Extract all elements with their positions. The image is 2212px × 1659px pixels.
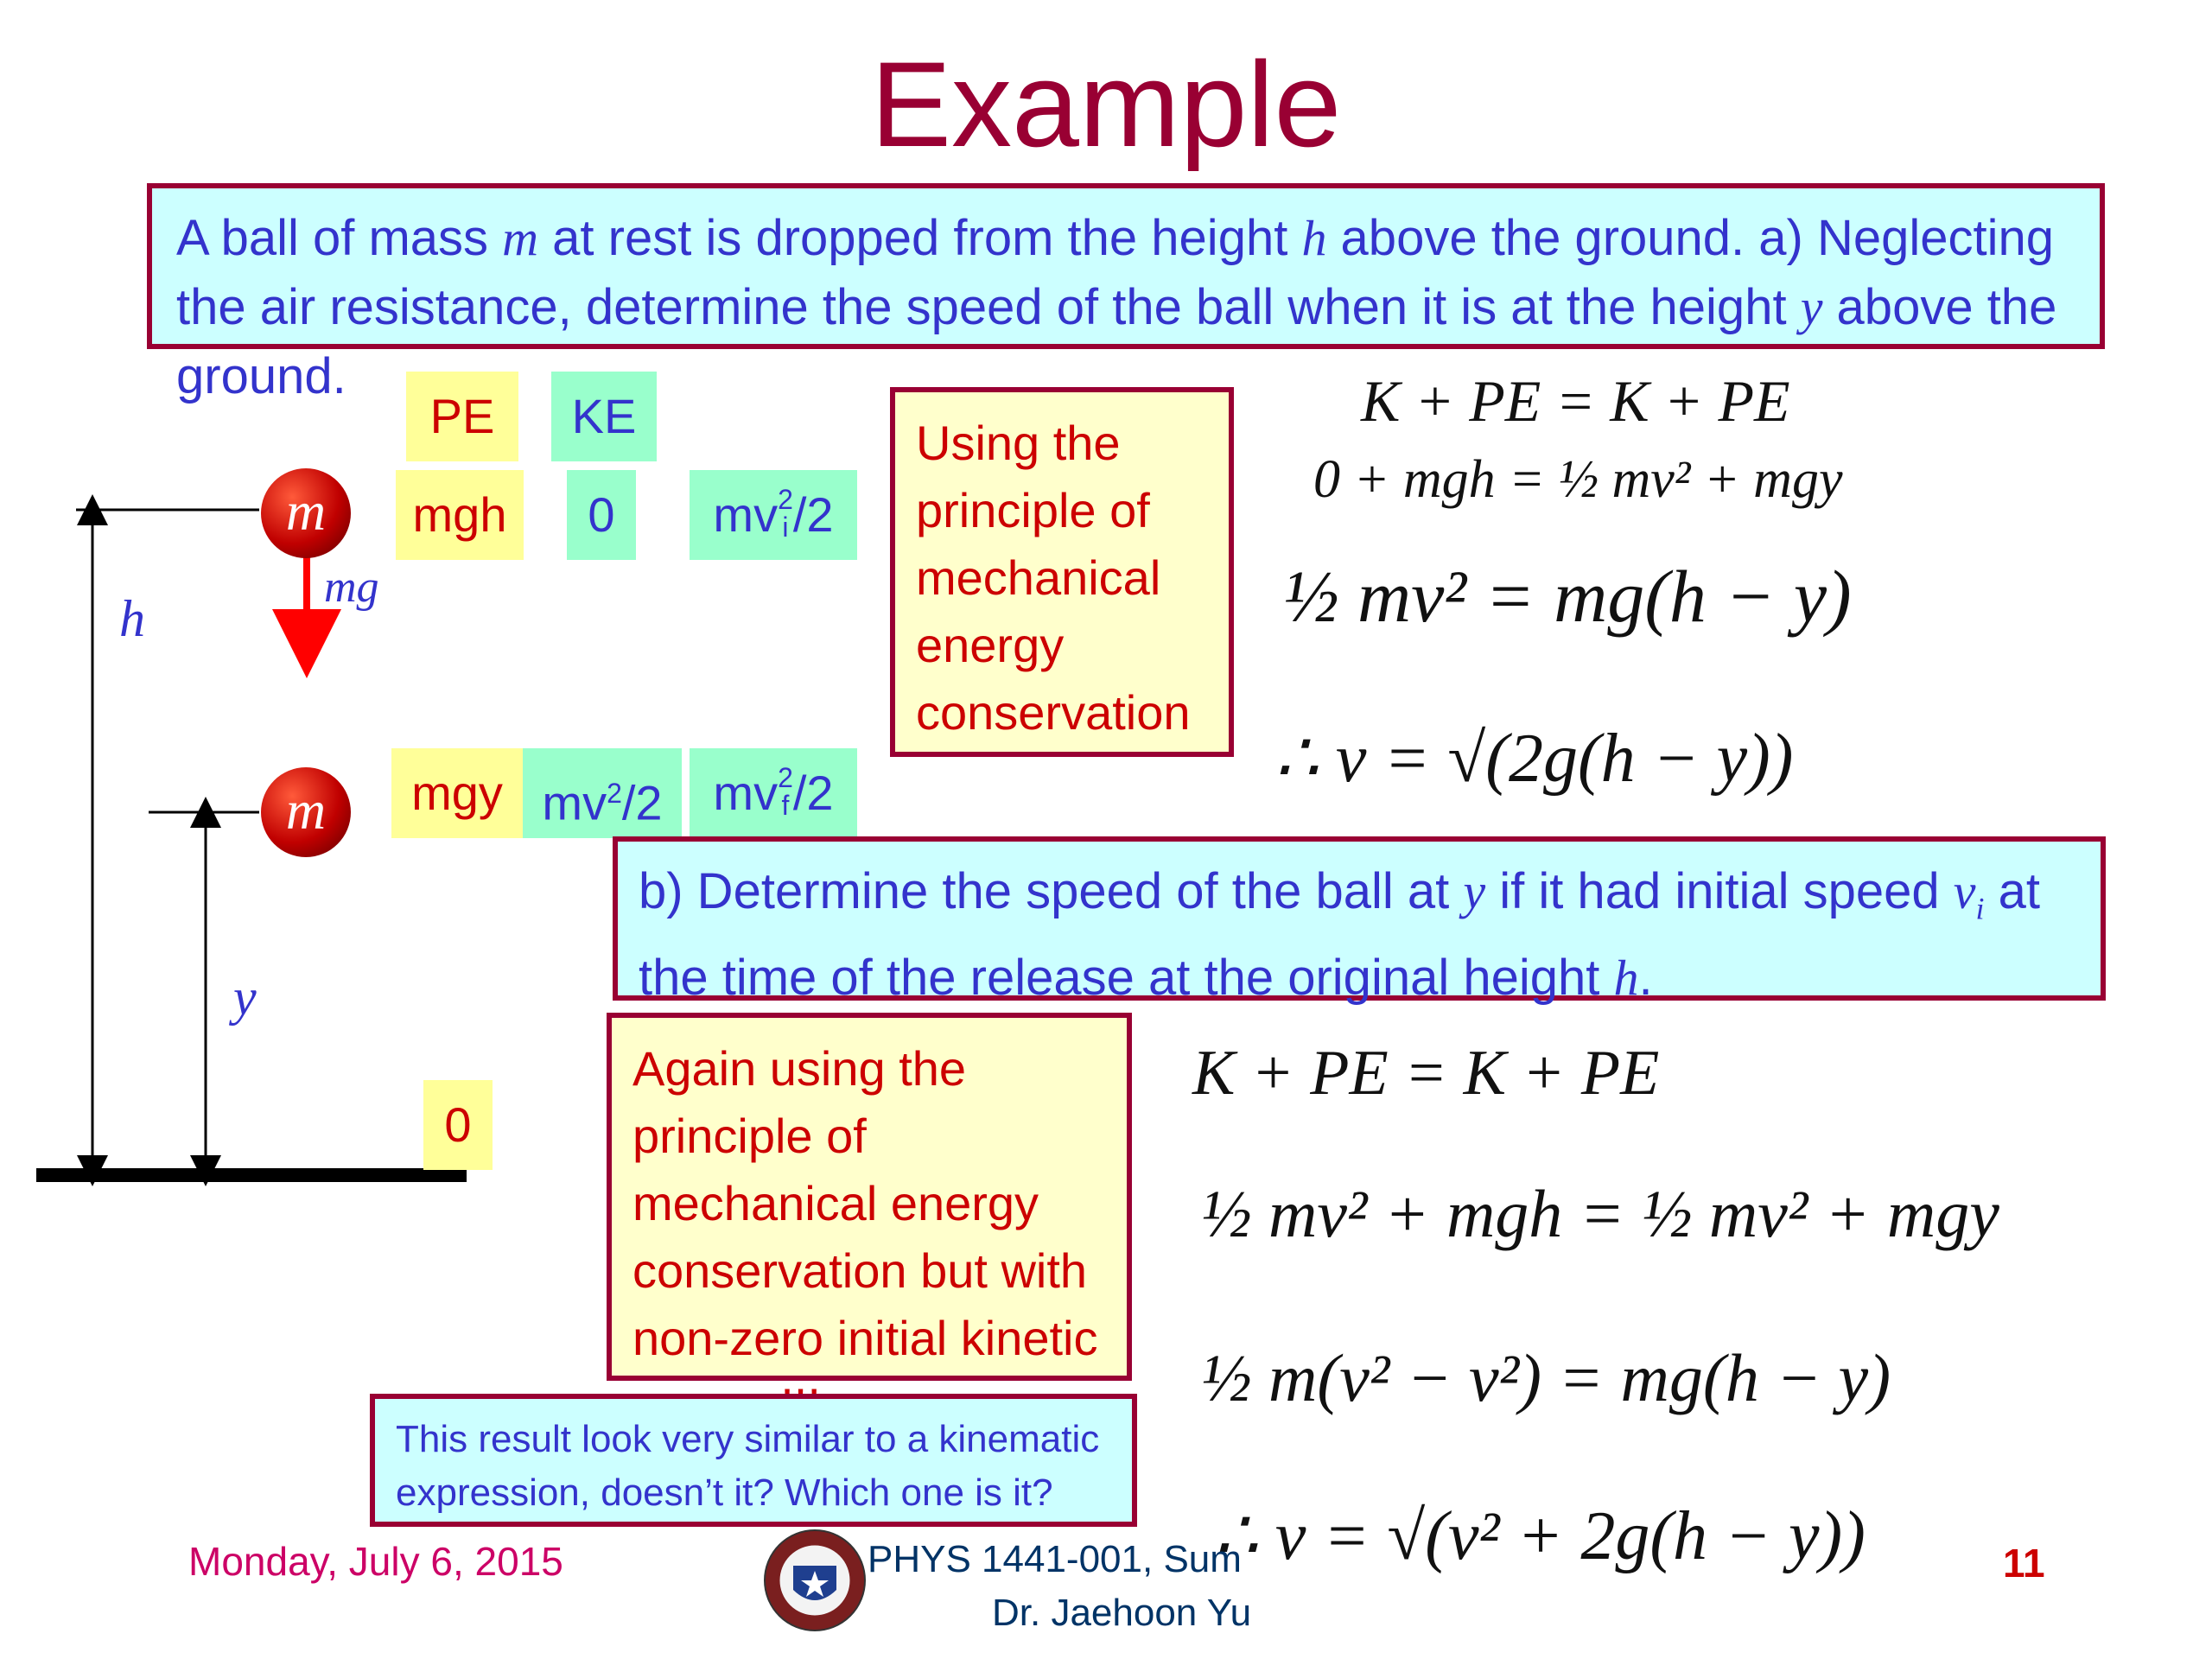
ground-pe-value: 0 — [423, 1080, 493, 1170]
mid-ke-b-sub: f — [781, 790, 790, 822]
var-y-b: y — [1463, 863, 1486, 919]
problem-a-text-3: above the ground. a) Neglecting the air resistance, determine the speed of the ball when it is at the height — [176, 210, 2055, 335]
problem-b-text-3: at the time of the release at the original height — [639, 863, 2041, 1006]
eq-a-line-4: ∴ v = √(2g(h − y)) — [1274, 721, 1794, 797]
university-seal-icon — [762, 1528, 868, 1633]
header-ke: KE — [551, 372, 657, 461]
ground-bar — [36, 1168, 467, 1182]
problem-b-box — [613, 836, 2106, 1006]
var-h: h — [1301, 210, 1327, 266]
footer-course: PHYS 1441-001, Sum — [868, 1538, 1242, 1580]
eq-a-line-2: 0 + mgh = ½ mv² + mgy — [1313, 450, 1843, 509]
mid-ke-b-sup: 2 — [778, 762, 793, 794]
problem-b-text-4: . — [1638, 949, 1653, 1006]
eq-b-line-2: ½ mv² + mgh = ½ mv² + mgy — [1201, 1176, 1999, 1251]
problem-a-text-1: A ball of mass — [176, 210, 503, 266]
var-h-b: h — [1613, 949, 1639, 1006]
page-number: 11 — [2003, 1541, 2045, 1586]
top-ke-b-base: mv — [713, 487, 779, 542]
top-ke-value: 0 — [567, 470, 636, 560]
mid-ke-case-b — [690, 748, 857, 838]
ball-middle: m — [261, 767, 351, 857]
ball-top: m — [261, 468, 351, 558]
mid-ke-sup: 2 — [607, 778, 622, 809]
kinematic-note-box: This result look very similar to a kinematic expression, doesn’t it? Which one is it? — [370, 1394, 1137, 1527]
mid-ke-tail: /2 — [621, 775, 663, 830]
footer-date: Monday, July 6, 2015 — [188, 1539, 563, 1584]
eq-b-line-4: ∴ v = √(v² + 2g(h − y)) — [1214, 1498, 1866, 1574]
mid-ke-value — [523, 748, 682, 838]
problem-b-text-1: b) Determine the speed of the ball at — [639, 863, 1464, 919]
mid-pe-value: mgy — [391, 748, 523, 838]
var-m: m — [502, 210, 539, 266]
problem-a-text-4: above the ground. — [176, 279, 2057, 404]
mid-ke-base: mv — [542, 775, 607, 830]
footer-author: Dr. Jaehoon Yu — [992, 1592, 1252, 1634]
top-pe-value: mgh — [396, 470, 524, 560]
mid-ke-b-tail: /2 — [792, 766, 834, 820]
eq-a-line-1: K + PE = K + PE — [1361, 368, 1790, 434]
problem-a-text-2: at rest is dropped from the height — [538, 210, 1302, 266]
eq-b-line-3: ½ m(v² − v²) = mg(h − y) — [1201, 1340, 1891, 1415]
mid-ke-b-base: mv — [713, 766, 779, 820]
slide-title: Example — [870, 36, 1342, 172]
top-ke-b-sub: i — [782, 512, 789, 543]
var-y: y — [1800, 279, 1823, 335]
top-ke-b-tail: /2 — [792, 487, 834, 542]
var-v: v — [1953, 863, 1976, 919]
var-v-subscript: i — [1975, 891, 1985, 926]
eq-b-line-1: K + PE = K + PE — [1192, 1038, 1660, 1109]
top-ke-b-sup: 2 — [778, 484, 793, 516]
height-h-label: h — [119, 590, 145, 647]
principle-box-1: Using the principle of mechanical energy conservation — [890, 387, 1234, 757]
problem-b-text-2: if it had initial speed — [1485, 863, 1954, 919]
height-y-label: y — [233, 969, 257, 1026]
top-ke-case-b — [690, 470, 857, 560]
header-pe: PE — [406, 372, 518, 461]
eq-a-line-3: ½ mv² = mg(h − y) — [1283, 555, 1852, 638]
principle-box-2: Again using the principle of mechanical energy conservation but with non-zero initial kinetic — [607, 1013, 1132, 1381]
gravity-force-label: mg — [324, 563, 379, 612]
